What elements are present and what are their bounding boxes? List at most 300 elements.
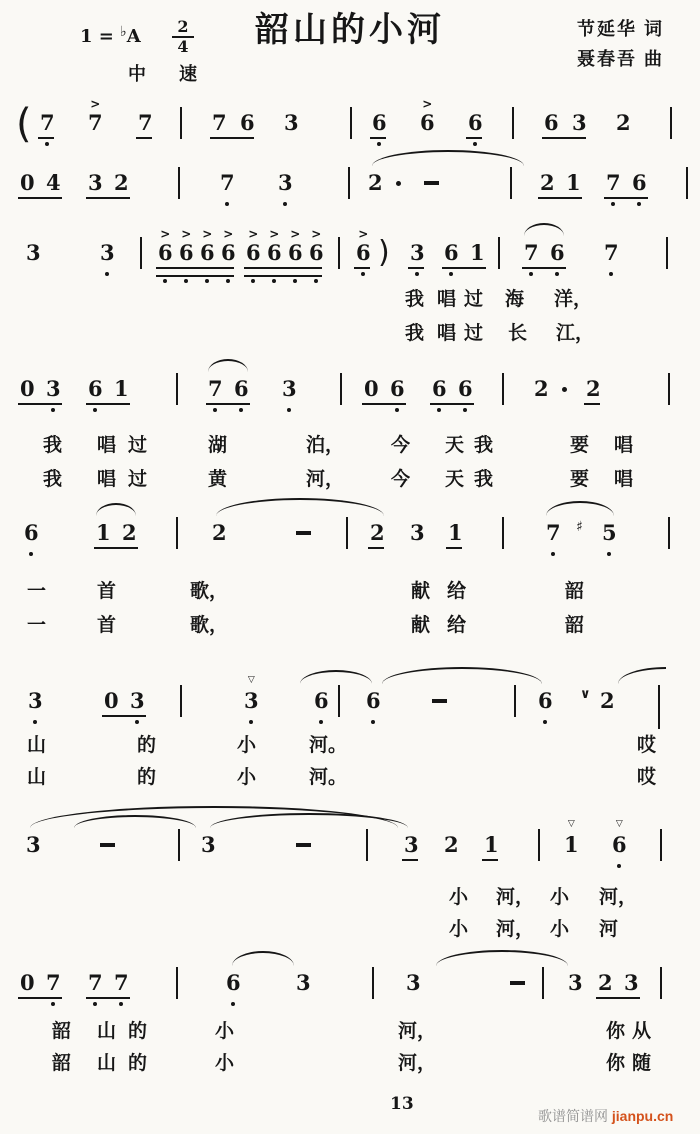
octave-dot	[272, 279, 276, 283]
note: 2	[540, 170, 555, 195]
note: 3	[46, 378, 61, 399]
note: 6	[88, 378, 103, 399]
lyric-text: 山	[97, 1053, 117, 1074]
key-prefix: 1 =	[80, 26, 121, 47]
augmentation-dot	[396, 181, 401, 186]
note: 6 >	[221, 242, 236, 263]
watermark-site-name: 歌谱简谱网	[538, 1108, 612, 1124]
beam	[446, 547, 462, 549]
barline	[670, 107, 672, 139]
octave-dot	[617, 864, 621, 868]
accent-mark: >	[269, 227, 280, 241]
octave-dot	[611, 202, 615, 206]
note: 3	[26, 832, 41, 857]
barline	[346, 517, 348, 549]
note: 6	[444, 242, 459, 263]
beam	[482, 859, 498, 861]
lyric-text: 江，	[556, 323, 595, 344]
note: 7	[220, 172, 235, 193]
octave-dot	[93, 408, 97, 412]
note: 3	[404, 832, 419, 857]
lyric-text: 河，	[496, 887, 535, 908]
slur	[216, 498, 384, 516]
note: 2	[586, 376, 601, 401]
lyric-text: 我	[474, 469, 494, 490]
octave-dot	[371, 720, 375, 724]
lyric-text: 小	[449, 919, 469, 940]
lyric-text: 哎	[637, 735, 657, 756]
lyric-text: 韶	[52, 1021, 72, 1042]
lyric-text: 过	[464, 323, 484, 344]
note: 3 ▽	[244, 690, 259, 711]
note: 4	[46, 170, 61, 195]
note: 6	[366, 690, 381, 711]
note: 7	[524, 242, 539, 263]
lyric-text: 过	[128, 435, 148, 456]
lyric-text: 一	[27, 581, 47, 602]
page-number: 13	[390, 1094, 414, 1114]
accent-mark: >	[358, 227, 369, 241]
lyricist-credit: 节延华 词	[576, 19, 664, 39]
lyric-text: 小	[550, 919, 570, 940]
lyric-text: 今	[391, 435, 411, 456]
note: 0	[364, 376, 379, 401]
breath-mark: ▽	[615, 819, 623, 829]
note: 7	[40, 112, 55, 133]
octave-dot	[105, 272, 109, 276]
note: 7	[114, 972, 129, 993]
lyric-text: 黄	[208, 469, 228, 490]
breath-mark: ∨	[580, 687, 591, 702]
octave-dot	[231, 1002, 235, 1006]
accent-mark: >	[160, 227, 171, 241]
barline	[514, 685, 516, 717]
lyric-text: 河	[599, 919, 619, 940]
lyric-text: 河。	[309, 735, 348, 756]
note: 6 >	[309, 242, 324, 263]
beam	[596, 997, 640, 999]
octave-dot	[293, 279, 297, 283]
note: 2	[598, 970, 613, 995]
note: 3	[100, 242, 115, 263]
beam	[362, 403, 406, 405]
octave-dot	[319, 720, 323, 724]
note: 7	[546, 522, 561, 543]
octave-dot	[249, 720, 253, 724]
barline	[660, 829, 662, 861]
lyric-text: 唱	[614, 469, 634, 490]
octave-dot	[51, 1002, 55, 1006]
slur	[232, 951, 294, 966]
octave-dot	[473, 142, 477, 146]
note: 2	[122, 520, 137, 545]
octave-dot	[555, 272, 559, 276]
dash-note	[296, 843, 311, 847]
lyric-text: 长	[508, 323, 528, 344]
slur	[382, 667, 542, 684]
lyric-text: 韶	[52, 1053, 72, 1074]
note: 7	[208, 378, 223, 399]
barline	[666, 237, 668, 269]
octave-dot	[551, 552, 555, 556]
lyric-text: 小	[550, 887, 570, 908]
breath-mark: ▽	[247, 675, 255, 685]
barline	[372, 967, 374, 999]
beam	[136, 137, 152, 139]
note: 3	[130, 690, 145, 711]
accent-mark: >	[290, 227, 301, 241]
beam	[584, 403, 600, 405]
beam	[244, 267, 322, 277]
barline	[178, 829, 180, 861]
note: 3	[406, 970, 421, 995]
lyric-text: 我	[474, 435, 494, 456]
note: 3	[624, 970, 639, 995]
beam	[538, 197, 582, 199]
octave-dot	[205, 279, 209, 283]
note: 1	[470, 240, 485, 265]
lyric-text: 海	[505, 289, 525, 310]
lyric-text: 首	[97, 581, 117, 602]
lyric-text: 给	[447, 615, 467, 636]
note: 7	[606, 172, 621, 193]
note: 1	[484, 832, 499, 857]
lyric-text: 天	[445, 469, 465, 490]
barline	[502, 373, 504, 405]
octave-dot	[449, 272, 453, 276]
beam	[604, 197, 648, 199]
note: 3	[201, 832, 216, 857]
note: 3	[278, 172, 293, 193]
note: 2	[534, 376, 549, 401]
barline	[686, 167, 688, 199]
barline	[180, 107, 182, 139]
note: 6	[314, 690, 329, 711]
slur	[546, 501, 614, 516]
lyric-text: 过	[464, 289, 484, 310]
octave-dot	[29, 552, 33, 556]
lyric-text: 河，	[599, 887, 638, 908]
octave-dot	[607, 552, 611, 556]
octave-dot	[251, 279, 255, 283]
beam	[18, 997, 62, 999]
octave-dot	[135, 720, 139, 724]
octave-dot	[213, 408, 217, 412]
note: 1	[448, 520, 463, 545]
note: 2	[444, 832, 459, 857]
beam	[408, 267, 424, 269]
lyric-text: 的	[137, 735, 157, 756]
octave-dot	[239, 408, 243, 412]
breath-mark: ▽	[567, 819, 575, 829]
note: 2	[600, 688, 615, 713]
beam	[368, 547, 384, 549]
lyric-text: 献	[411, 615, 431, 636]
note: 0	[20, 970, 35, 995]
octave-dot	[415, 272, 419, 276]
lyric-text: 我	[43, 435, 63, 456]
time-signature-denominator: 4	[177, 37, 189, 57]
note: 2	[368, 170, 383, 195]
note: 7	[138, 110, 153, 135]
sharp-sign: ♯	[576, 519, 583, 535]
barline	[668, 373, 670, 405]
lyric-text: 唱	[437, 289, 457, 310]
dash-note	[100, 843, 115, 847]
flat-sign: ♭	[120, 24, 127, 40]
dash-note	[296, 531, 311, 535]
note: 2	[616, 110, 631, 135]
note: 3	[572, 110, 587, 135]
lyric-text: 哎	[637, 767, 657, 788]
barline	[340, 373, 342, 405]
dash-note	[432, 699, 447, 703]
tempo-marking: 中 速	[128, 64, 212, 84]
octave-dot	[395, 408, 399, 412]
note: 6	[468, 112, 483, 133]
barline	[180, 685, 182, 717]
lyric-text: 要	[570, 435, 590, 456]
note: 2	[114, 170, 129, 195]
lyric-text: 我	[405, 289, 425, 310]
credits	[577, 14, 664, 74]
lyric-text: 你	[606, 1053, 626, 1074]
beam	[542, 137, 586, 139]
note: 3	[282, 378, 297, 399]
octave-dot	[163, 279, 167, 283]
note: 1 ▽	[564, 819, 579, 857]
lyric-text: 小	[215, 1021, 235, 1042]
lyric-text: 我	[405, 323, 425, 344]
slur	[436, 950, 568, 966]
octave-dot	[377, 142, 381, 146]
note: 3	[410, 520, 425, 545]
barline	[350, 107, 352, 139]
lyric-text: 的	[128, 1021, 148, 1042]
beam	[430, 403, 474, 405]
barline	[538, 829, 540, 861]
note: 7	[212, 110, 227, 135]
note: 0	[20, 376, 35, 401]
note: 7	[46, 972, 61, 993]
note: 6 >	[356, 242, 371, 263]
parenthesis: )	[378, 235, 390, 270]
beam	[86, 197, 130, 199]
beam	[206, 403, 250, 405]
lyric-text: 泊，	[306, 435, 345, 456]
barline	[510, 167, 512, 199]
note: 6	[544, 110, 559, 135]
note: 6	[632, 172, 647, 193]
note: 6 >	[246, 242, 261, 263]
lyric-text: 韶	[565, 581, 585, 602]
lyric-text: 小	[237, 767, 257, 788]
lyric-text: 从	[632, 1021, 652, 1042]
note: 6	[458, 378, 473, 399]
slur	[208, 359, 248, 372]
barline	[338, 237, 340, 269]
lyric-text: 给	[447, 581, 467, 602]
lyric-text: 河，	[398, 1021, 437, 1042]
note: 3	[568, 970, 583, 995]
lyric-text: 的	[137, 767, 157, 788]
augmentation-dot	[562, 387, 567, 392]
octave-dot	[184, 279, 188, 283]
lyric-text: 小	[215, 1053, 235, 1074]
slur	[618, 667, 666, 684]
lyric-text: 唱	[97, 469, 117, 490]
note: 3	[88, 170, 103, 195]
barline	[176, 967, 178, 999]
note: 7	[88, 972, 103, 993]
composer-credit: 聂春吾 曲	[576, 49, 664, 69]
lyric-text: 过	[128, 469, 148, 490]
note: 2	[212, 520, 227, 545]
octave-dot	[437, 408, 441, 412]
beam	[442, 267, 486, 269]
octave-dot	[226, 279, 230, 283]
barline	[542, 967, 544, 999]
barline	[660, 967, 662, 999]
accent-mark: >	[181, 227, 192, 241]
accent-mark: >	[223, 227, 234, 241]
lyric-text: 山	[97, 1021, 117, 1042]
lyric-text: 韶	[565, 615, 585, 636]
lyric-text: 洋，	[554, 289, 593, 310]
octave-dot	[33, 720, 37, 724]
note: 3	[28, 690, 43, 711]
octave-dot	[314, 279, 318, 283]
dash-note	[424, 181, 439, 185]
slur	[524, 223, 564, 236]
barline	[512, 107, 514, 139]
lyric-text: 唱	[97, 435, 117, 456]
lyric-text: 你	[606, 1021, 626, 1042]
note: 6 >	[179, 242, 194, 263]
lyric-text: 小	[237, 735, 257, 756]
accent-mark: >	[90, 97, 101, 111]
note: 6	[372, 112, 387, 133]
lyric-text: 我	[43, 469, 63, 490]
accent-mark: >	[202, 227, 213, 241]
barline	[658, 685, 660, 729]
barline	[348, 167, 350, 199]
octave-dot	[543, 720, 547, 724]
lyric-text: 湖	[208, 435, 228, 456]
barline	[668, 517, 670, 549]
note: 0	[104, 688, 119, 713]
lyric-text: 的	[128, 1053, 148, 1074]
octave-dot	[225, 202, 229, 206]
beam	[210, 137, 254, 139]
lyric-text: 一	[27, 615, 47, 636]
lyric-text: 歌，	[190, 615, 229, 636]
slur	[372, 150, 524, 166]
octave-dot	[609, 272, 613, 276]
lyric-text: 今	[391, 469, 411, 490]
octave-dot	[119, 1002, 123, 1006]
note: 2	[370, 520, 385, 545]
note: 6 >	[200, 242, 215, 263]
song-title: 韶山的小河	[255, 11, 445, 49]
octave-dot	[283, 202, 287, 206]
lyric-text: 山	[27, 735, 47, 756]
accent-mark: >	[422, 97, 433, 111]
lyric-text: 河，	[496, 919, 535, 940]
lyric-text: 小	[449, 887, 469, 908]
note: 6 >	[267, 242, 282, 263]
barline	[366, 829, 368, 861]
beam	[370, 137, 386, 139]
beam	[86, 997, 130, 999]
accent-mark: >	[248, 227, 259, 241]
barline	[140, 237, 142, 269]
note: 5	[602, 522, 617, 543]
beam	[94, 547, 138, 549]
barline	[176, 517, 178, 549]
beam	[18, 197, 62, 199]
note: 6	[240, 110, 255, 135]
slur	[96, 503, 136, 516]
barline	[338, 685, 340, 717]
lyric-text: 河，	[306, 469, 345, 490]
lyric-text: 歌，	[190, 581, 229, 602]
octave-dot	[45, 142, 49, 146]
note: 7	[604, 242, 619, 263]
beam	[18, 403, 62, 405]
dash-note	[510, 981, 525, 985]
note: 3	[410, 242, 425, 263]
watermark	[538, 1106, 673, 1126]
lyric-text: 河，	[398, 1053, 437, 1074]
octave-dot	[637, 202, 641, 206]
note: 6	[550, 242, 565, 263]
lyric-text: 天	[445, 435, 465, 456]
lyric-text: 山	[27, 767, 47, 788]
time-signature-numerator: 2	[172, 18, 194, 38]
barline	[502, 517, 504, 549]
beam	[466, 137, 482, 139]
beam	[38, 137, 54, 139]
octave-dot	[361, 272, 365, 276]
note: 3	[284, 110, 299, 135]
beam	[156, 267, 234, 277]
note: 6	[432, 378, 447, 399]
watermark-domain[interactable]: jianpu.cn	[611, 1108, 674, 1124]
note: 6	[538, 690, 553, 711]
note: 1	[96, 520, 111, 545]
note: 3	[296, 970, 311, 995]
note: 6	[24, 522, 39, 543]
barline	[176, 373, 178, 405]
lyric-text: 唱	[614, 435, 634, 456]
note: 6 >	[420, 97, 435, 135]
octave-dot	[529, 272, 533, 276]
accent-mark: >	[311, 227, 322, 241]
octave-dot	[93, 1002, 97, 1006]
lyric-text: 献	[411, 581, 431, 602]
lyric-text: 首	[97, 615, 117, 636]
note: 6	[226, 972, 241, 993]
beam	[522, 267, 566, 269]
lyric-text: 要	[570, 469, 590, 490]
lyric-text: 唱	[437, 323, 457, 344]
beam	[102, 715, 146, 717]
note: 1	[566, 170, 581, 195]
note: 1	[114, 376, 129, 401]
beam	[402, 859, 418, 861]
note: 6 >	[288, 242, 303, 263]
